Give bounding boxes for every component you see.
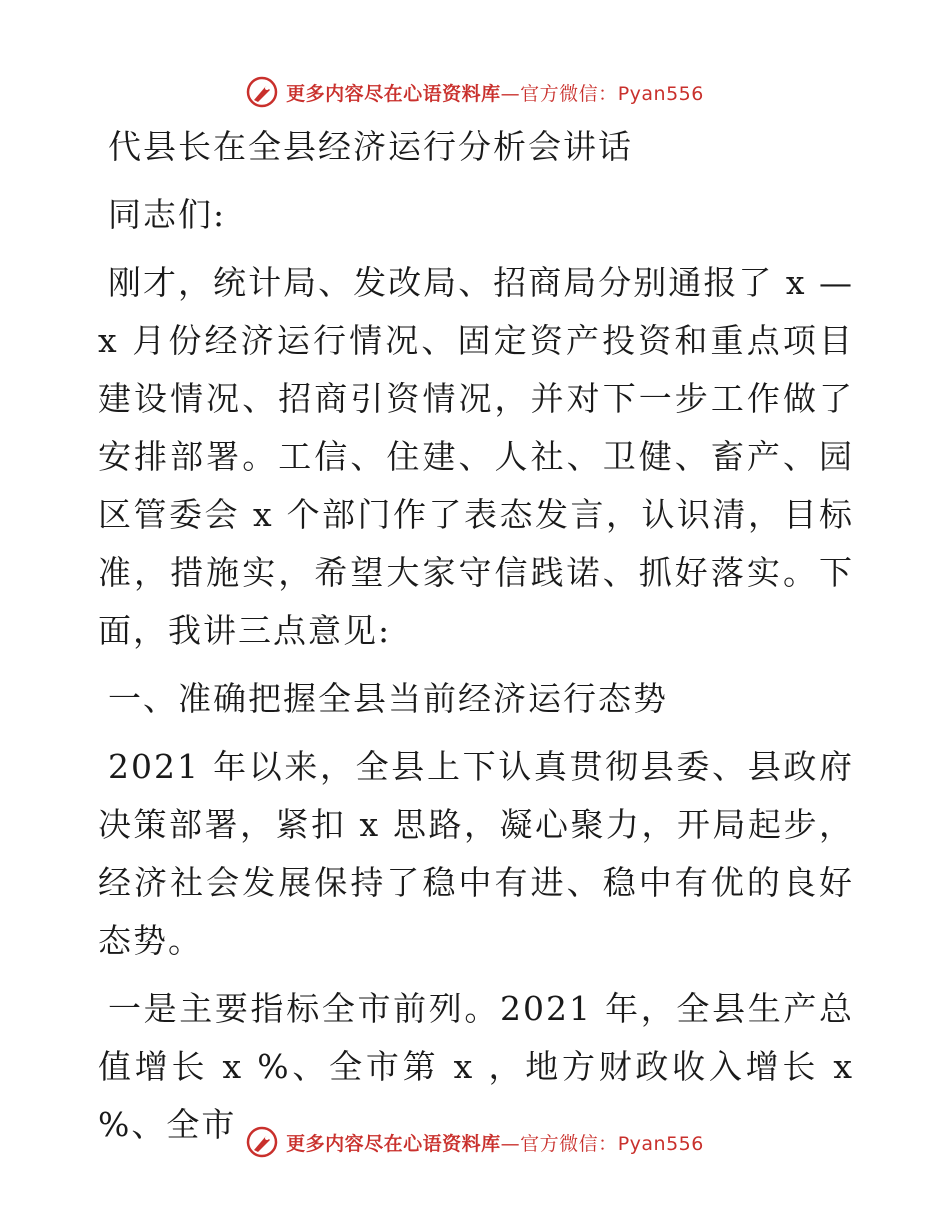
document-title: 代县长在全县经济运行分析会讲话 <box>108 127 633 166</box>
paragraph-indicators: 一是主要指标全市前列。2021 年，全县生产总值增长 x %、全市第 x ，地方财政收入增长 x %、全市 <box>98 989 854 1144</box>
pen-nib-logo-icon <box>246 76 278 108</box>
salutation: 同志们: <box>108 195 227 234</box>
banner-text: 更多内容尽在心语资料库—官方微信：Pyan556 <box>286 1132 704 1155</box>
paragraph-intro: 刚才，统计局、发改局、招商局分别通报了 x — x 月份经济运行情况、固定资产投资和重点项目建设情况、招商引资情况，并对下一步工作做了安排部署。工信、住建、人社、卫健、畜产、园区管委会 x 个部门作了表态发言，认识清，目标准，措施实，希望大家守信践诺、抓好落实。下面，我讲三点意见: <box>98 263 854 650</box>
header-banner <box>0 72 950 112</box>
paragraph-overview: 2021 年以来，全县上下认真贯彻县委、县政府决策部署，紧扣 x 思路，凝心聚力，开局起步，经济社会发展保持了稳中有进、稳中有优的良好态势。 <box>98 747 854 960</box>
banner-text: 更多内容尽在心语资料库—官方微信：Pyan556 <box>286 82 704 105</box>
section-heading-1: 一、准确把握全县当前经济运行态势 <box>108 679 668 718</box>
document-body <box>98 118 854 1164</box>
footer-banner <box>0 1122 950 1162</box>
pen-nib-logo-icon <box>246 1126 278 1158</box>
